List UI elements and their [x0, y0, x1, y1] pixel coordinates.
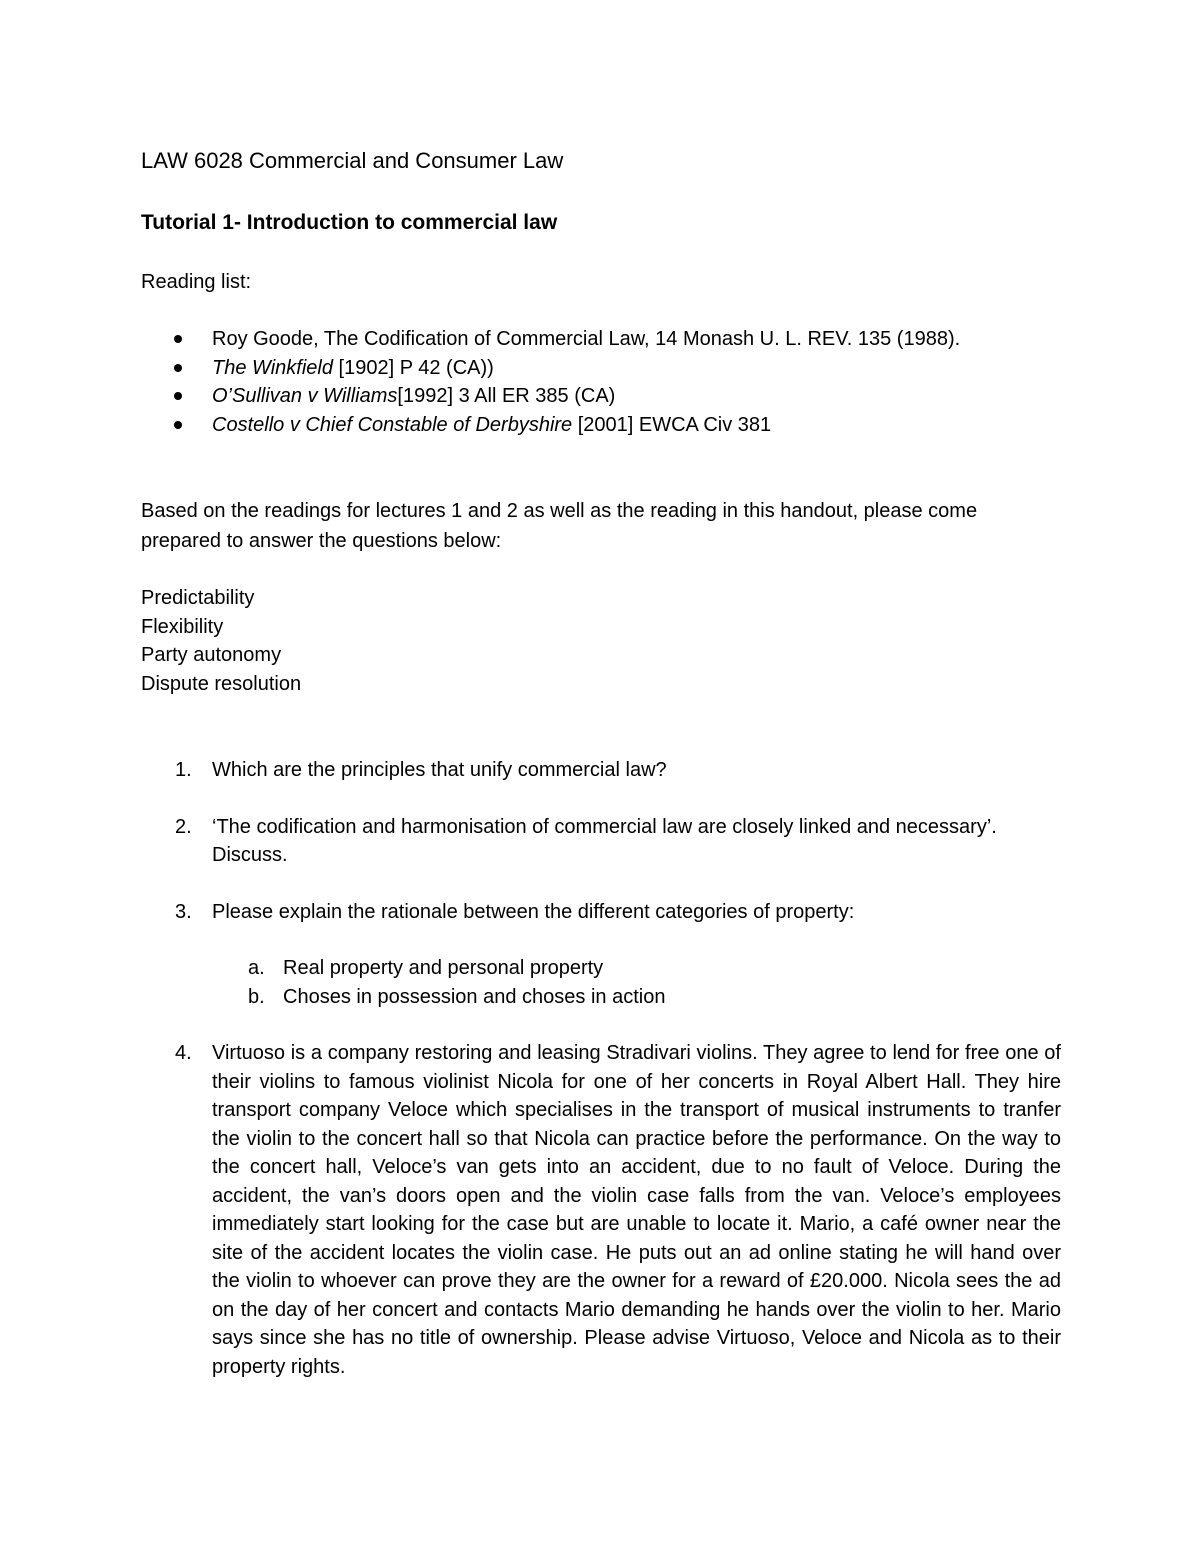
theme-item: Party autonomy: [141, 644, 282, 667]
reading-list-label: Reading list:: [141, 271, 252, 293]
question-number: 3.: [175, 900, 192, 923]
bullet-icon: [174, 364, 182, 372]
sub-question-text: Real property and personal property: [283, 957, 604, 979]
bullet-icon: [174, 335, 182, 343]
tutorial-title: Tutorial 1- Introduction to commercial law: [141, 211, 558, 234]
theme-item: Flexibility: [141, 615, 224, 638]
sub-question-letter: b.: [248, 985, 265, 1008]
reading-item: Costello v Chief Constable of Derbyshire [2001] EWCA Civ 381: [141, 411, 960, 440]
question-list: [141, 756, 1061, 1381]
question-item: [141, 898, 1061, 1012]
question-number: 2.: [175, 815, 192, 838]
question-text: Virtuoso is a company restoring and leasing Stradivari violins. They agree to lend for free one of their violins to famous violinist Nicola for one of her concerts in Royal Albert Hall. They hire transport company Veloce which specialises in the transport of musical instruments to tranfer the violin to the concert hall so that Nicola can practice before the performance. On the way to the concert hall, Veloce’s van gets into an accident, due to no fault of Veloce. During the accident, the van’s doors open and the violin case falls from the van. Veloce’s employees immediately start looking for the case but are unable to locate it. Mario, a café owner near the site of the accident locates the violin case. He puts out an ad online stating he will hand over the violin to whoever can prove they are the owner for a reward of £20.000. Nicola sees the ad on the day of her concert and contacts Mario demanding he hands over the violin to her. Mario says since she has no title of ownership. Please advise Virtuoso, Veloce and Nicola as to their property rights.: [212, 1042, 1061, 1378]
question-number: 4.: [175, 1042, 192, 1064]
question-number: 1.: [175, 759, 192, 781]
bullet-icon: [174, 392, 182, 400]
question-text: Please explain the rationale between the different categories of property:: [212, 900, 855, 923]
sub-question-text: Choses in possession and choses in action: [283, 985, 666, 1008]
reading-item: The Winkfield [1902] P 42 (CA)): [141, 354, 960, 383]
sub-question-list: [212, 954, 1061, 1011]
course-title: LAW 6028 Commercial and Consumer Law: [141, 148, 564, 173]
question-item: [141, 813, 1061, 870]
intro-paragraph: Based on the readings for lectures 1 and 2 as well as the reading in this handout, please come prepared to answer the questions below:: [141, 500, 978, 552]
reading-item: O’Sullivan v Williams[1992] 3 All ER 385 (CA): [141, 382, 960, 411]
theme-item: Dispute resolution: [141, 673, 302, 696]
reading-list: [141, 325, 960, 440]
theme-item: Predictability: [141, 587, 255, 609]
sub-question-item: [212, 954, 1061, 983]
theme-list: [141, 584, 301, 699]
bullet-icon: [174, 421, 182, 429]
reading-item: Roy Goode, The Codification of Commercial Law, 14 Monash U. L. REV. 135 (1988).: [141, 325, 960, 354]
question-item: [141, 1039, 1061, 1381]
sub-question-letter: a.: [248, 957, 265, 979]
question-item: [141, 756, 1061, 785]
question-text: ‘The codification and harmonisation of commercial law are closely linked and necessary’. Discuss.: [212, 815, 997, 866]
question-text: Which are the principles that unify commercial law?: [212, 759, 667, 781]
sub-question-item: [212, 983, 1061, 1012]
